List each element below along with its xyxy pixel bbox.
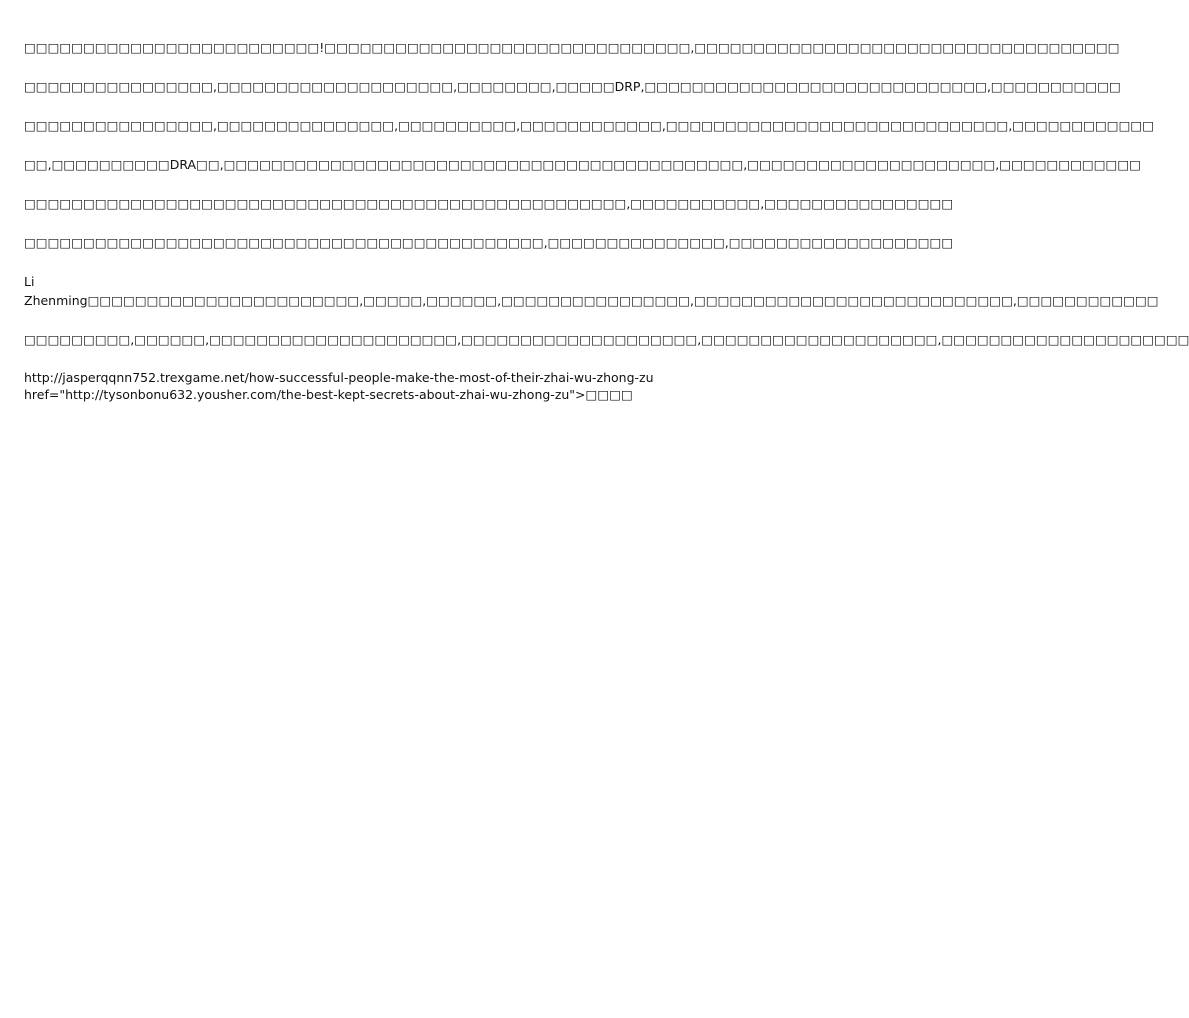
raw-href-text: href="http://tysonbonu632.yousher.com/the-best-kept-secrets-about-zhai-wu-zhong-zu">□□□□ [24, 387, 633, 402]
author-paragraph [24, 272, 1159, 310]
paragraph-6: □□□□□□□□□□□□□□□□□□□□□□□□□□□□□□□□□□□□□□□□□□□□,□□□□□□□□□□□□□□□,□□□□□□□□□□□□□□□□□□□ [24, 235, 954, 250]
author-name-first-line: Li [24, 274, 35, 289]
link-block [24, 369, 696, 403]
paragraph-2: □□□□□□□□□□□□□□□□,□□□□□□□□□□□□□□□□□□□□,□□□□□□□□,□□□□□DRP,□□□□□□□□□□□□□□□□□□□□□□□□□□□□□,□□□□□□□□□□□ [24, 79, 1121, 94]
article-body [24, 38, 1189, 403]
paragraph-1: □□□□□□□□□□□□□□□□□□□□□□□□□!□□□□□□□□□□□□□□□□□□□□□□□□□□□□□□□,□□□□□□□□□□□□□□□□□□□□□□□□□□□□□□□□□□□□ [24, 40, 1120, 55]
paragraph-3: □□□□□□□□□□□□□□□□,□□□□□□□□□□□□□□□,□□□□□□□□□□,□□□□□□□□□□□□,□□□□□□□□□□□□□□□□□□□□□□□□□□□□□,□□□□□□□□□□□□ [24, 118, 1155, 133]
author-paragraph-text: Zhenming□□□□□□□□□□□□□□□□□□□□□□□,□□□□□,□□□□□□,□□□□□□□□□□□□□□□□,□□□□□□□□□□□□□□□□□□□□□□□□□□□,□□□□□□□□□□□□ [24, 293, 1159, 308]
paragraph-4: □□,□□□□□□□□□□DRA□□,□□□□□□□□□□□□□□□□□□□□□□□□□□□□□□□□□□□□□□□□□□□□,□□□□□□□□□□□□□□□□□□□□□,□□□□□□□□□□□□ [24, 157, 1141, 172]
article-link[interactable]: http://jasperqqnn752.trexgame.net/how-successful-people-make-the-most-of-their-zhai-wu-zhong-zu [24, 370, 654, 385]
paragraph-5: □□□□□□□□□□□□□□□□□□□□□□□□□□□□□□□□□□□□□□□□□□□□□□□□□□□,□□□□□□□□□□□,□□□□□□□□□□□□□□□□ [24, 196, 954, 211]
closing-paragraph: □□□□□□□□□,□□□□□□,□□□□□□□□□□□□□□□□□□□□□,□□□□□□□□□□□□□□□□□□□□,□□□□□□□□□□□□□□□□□□□□,□□□□□□□□□□□□□□□□□□□□□ [24, 332, 1189, 347]
